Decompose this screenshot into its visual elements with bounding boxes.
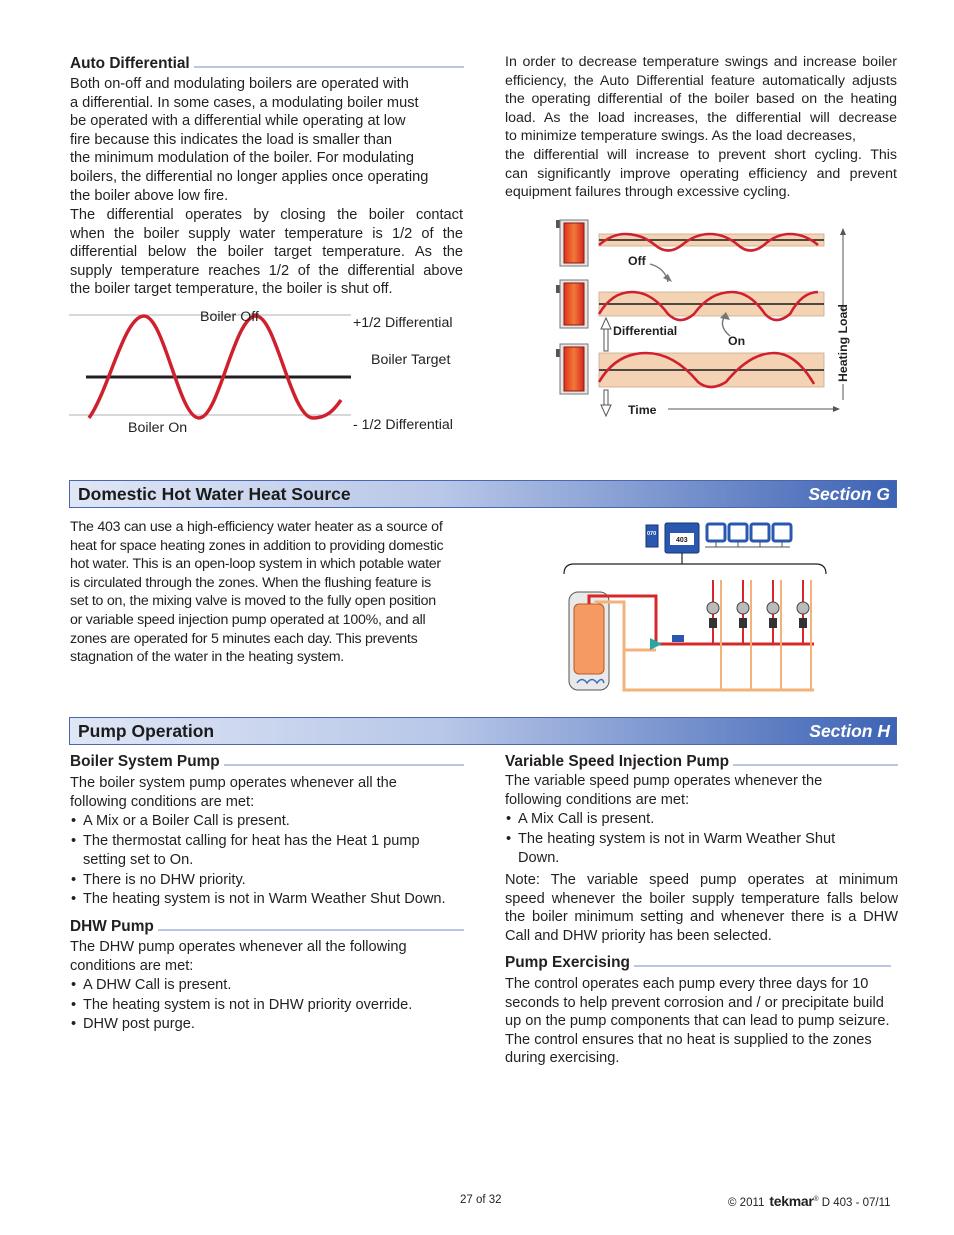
boiler-system-pump-heading-text: Boiler System Pump <box>70 753 220 770</box>
list-item: • DHW post purge. <box>70 1015 464 1035</box>
dhw-pump-heading-text: DHW Pump <box>70 918 154 935</box>
text-line: following conditions are met: <box>70 793 255 810</box>
text-line: speed whenever the boiler supply temperature falls below <box>505 890 898 907</box>
sensor-070-label: 070 <box>647 531 657 537</box>
list-item: • A Mix or a Boiler Call is present. <box>70 812 464 832</box>
injection-pump-note <box>505 871 898 945</box>
dhw-system-diagram <box>560 518 830 693</box>
list-item: • A DHW Call is present. <box>70 976 464 996</box>
auto-differential-right-paragraph <box>505 53 897 202</box>
text-line: the boiler above low fire. <box>70 187 229 204</box>
text-line: The variable speed pump operates whenever the <box>505 773 823 789</box>
text-line: boilers, the differential no longer applies once operating <box>70 168 429 185</box>
auto-differential-heading <box>70 55 464 73</box>
list-item: • The heating system is not in Warm Weather Shut Down. <box>505 830 870 869</box>
injection-pump-conditions <box>505 810 885 869</box>
text-line: differential below the boiler target temperature. As the <box>70 244 463 261</box>
text-line: the operating differential of the boiler based on the heating <box>505 91 897 108</box>
boiler-target-label: Boiler Target <box>371 352 451 368</box>
section-g-title: Domestic Hot Water Heat Source <box>78 483 351 504</box>
text-line: or variable speed injection pump operated at 100%, and all <box>70 611 426 628</box>
boiler-system-pump-conditions <box>70 812 464 910</box>
text-line: the differential will increase to prevent short cycling. This <box>505 146 897 163</box>
control-403-label: 403 <box>676 537 688 544</box>
text-line: The DHW pump operates whenever all the following <box>70 939 407 955</box>
boiler-icon-high-load <box>556 220 588 266</box>
text-line: to minimize temperature swings. As the load decreases, <box>505 128 856 145</box>
text-line: Note: The variable speed pump operates at minimum <box>505 872 898 888</box>
dhw-system-graphic <box>560 518 830 693</box>
section-h-tag: Section H <box>809 720 890 741</box>
differential-label: Differential <box>613 324 678 338</box>
section-g-tag: Section G <box>808 483 890 504</box>
list-item: • A Mix Call is present. <box>505 810 885 830</box>
boiler-off-label: Boiler Off <box>200 309 259 325</box>
registered-mark-icon: ® <box>813 1196 819 1203</box>
zone-1 <box>707 580 721 690</box>
dhw-pump-heading <box>70 918 464 936</box>
text-line: Both on-off and modulating boilers are operated with <box>70 76 409 92</box>
plus-half-differential-label: +1/2 Differential <box>353 315 453 331</box>
section-h-title: Pump Operation <box>78 720 215 741</box>
auto-differential-paragraph-2 <box>70 206 463 299</box>
tekmar-logo: tekmar <box>769 1193 814 1209</box>
water-heater-tank <box>574 604 604 674</box>
text-line: The control operates each pump every three days for 10 <box>505 976 869 992</box>
text-line: The differential operates by closing the boiler contact <box>70 207 463 223</box>
list-item: • There is no DHW priority. <box>70 871 464 891</box>
text-line: during exercising. <box>505 1050 620 1067</box>
section-h-bar <box>69 717 897 745</box>
text-line: load. As the load increases, the differential will decrease <box>505 109 897 126</box>
heating-load-figure <box>550 212 860 424</box>
text-line: be operated with a differential while operating at low <box>70 113 406 130</box>
boiler-icon-low-load <box>556 344 588 394</box>
text-line: can significantly improve operating efficiency and prevent <box>505 165 897 182</box>
off-pointer-arrow <box>650 264 668 282</box>
text-line: In order to decrease temperature swings and increase boiler <box>505 54 897 70</box>
zone-4 <box>797 580 811 690</box>
minus-half-differential-label: - 1/2 Differential <box>353 417 453 433</box>
bracket-line <box>564 564 826 574</box>
text-line: The control ensures that no heat is supplied to the zones <box>505 1031 872 1048</box>
text-line: equipment failures through excessive cycling. <box>505 184 791 201</box>
copyright-text: © 2011 <box>728 1197 765 1209</box>
thermostat-icons <box>705 524 791 547</box>
dhw-pump-conditions <box>70 976 464 1035</box>
pump-exercising-heading-text: Pump Exercising <box>505 954 630 971</box>
injection-pump-heading-text: Variable Speed Injection Pump <box>505 753 730 770</box>
time-axis-arrowhead <box>833 406 840 412</box>
text-line: conditions are met: <box>70 957 194 974</box>
pump-exercising-paragraph <box>505 975 899 1068</box>
zone-3 <box>767 580 781 690</box>
list-item: • The heating system is not in Warm Weather Shut Down. <box>70 890 464 910</box>
auto-differential-heading-text: Auto Differential <box>70 55 190 72</box>
section-g-bar <box>69 480 897 508</box>
text-line: when the boiler supply water temperature is 1/2 of the <box>70 225 463 242</box>
text-line: the boiler minimum setting and whenever there is a DHW <box>505 909 898 926</box>
text-line: set to on, the mixing valve is moved to the fully open position <box>70 593 436 610</box>
auto-differential-paragraph-1 <box>70 75 464 205</box>
text-line: stagnation of the water in the heating system. <box>70 649 344 666</box>
differential-figure <box>69 300 465 442</box>
pump-exercising-heading <box>505 954 891 972</box>
temperature-wave <box>89 316 341 418</box>
text-line: the minimum modulation of the boiler. For modulating <box>70 150 414 167</box>
heating-load-graphic <box>550 212 860 424</box>
injection-pump-heading <box>505 753 898 771</box>
differential-arrow-down <box>601 390 611 416</box>
differential-wave-graphic <box>69 300 465 442</box>
list-item: • The thermostat calling for heat has the Heat 1 pump setting set to On. <box>70 832 455 871</box>
boiler-icon-medium-load <box>556 280 588 328</box>
on-label: On <box>728 334 746 348</box>
injection-pump-intro <box>505 772 897 809</box>
mixing-valve-actuator <box>672 635 684 642</box>
list-item: • The heating system is not in DHW priority override. <box>70 996 464 1016</box>
text-line: heat for space heating zones in addition to providing domestic <box>70 537 444 554</box>
text-line: Call and DHW priority has been selected. <box>505 927 772 944</box>
zone-2 <box>737 580 751 690</box>
differential-arrow-up <box>601 318 611 351</box>
text-line: zones are operated for 5 minutes each day. This prevents <box>70 630 418 647</box>
text-line: efficiency, the Auto Differential feature automatically adjusts <box>505 72 897 89</box>
text-line: the boiler target temperature, the boiler is shut off. <box>70 281 393 298</box>
text-line: The 403 can use a high-efficiency water heater as a source of <box>70 519 443 535</box>
boiler-system-pump-heading <box>70 753 464 771</box>
text-line: a differential. In some cases, a modulating boiler must <box>70 94 419 111</box>
boiler-on-label: Boiler On <box>128 420 188 436</box>
footer-copyright <box>728 1193 891 1209</box>
page-number: 27 of 32 <box>460 1194 502 1206</box>
boiler-system-pump-intro <box>70 774 464 811</box>
document-code: D 403 - 07/11 <box>821 1197 891 1209</box>
text-line: seconds to help prevent corrosion and / or precipitate build <box>505 994 884 1011</box>
off-label: Off <box>628 254 646 268</box>
text-line: following conditions are met: <box>505 791 690 808</box>
dhw-pump-intro <box>70 938 464 975</box>
heating-load-axis-arrowhead <box>840 228 846 235</box>
text-line: fire because this indicates the load is smaller than <box>70 131 393 148</box>
text-line: supply temperature reaches 1/2 of the differential above <box>70 262 463 279</box>
section-g-paragraph <box>70 518 464 667</box>
time-label: Time <box>628 403 657 417</box>
heating-load-label: Heating Load <box>836 304 850 382</box>
text-line: hot water. This is an open-loop system in which potable water <box>70 556 441 573</box>
text-line: The boiler system pump operates whenever all the <box>70 775 397 791</box>
text-line: is circulated through the zones. When the flushing feature is <box>70 574 431 591</box>
text-line: up on the pump components that can lead to pump seizure. <box>505 1013 890 1030</box>
